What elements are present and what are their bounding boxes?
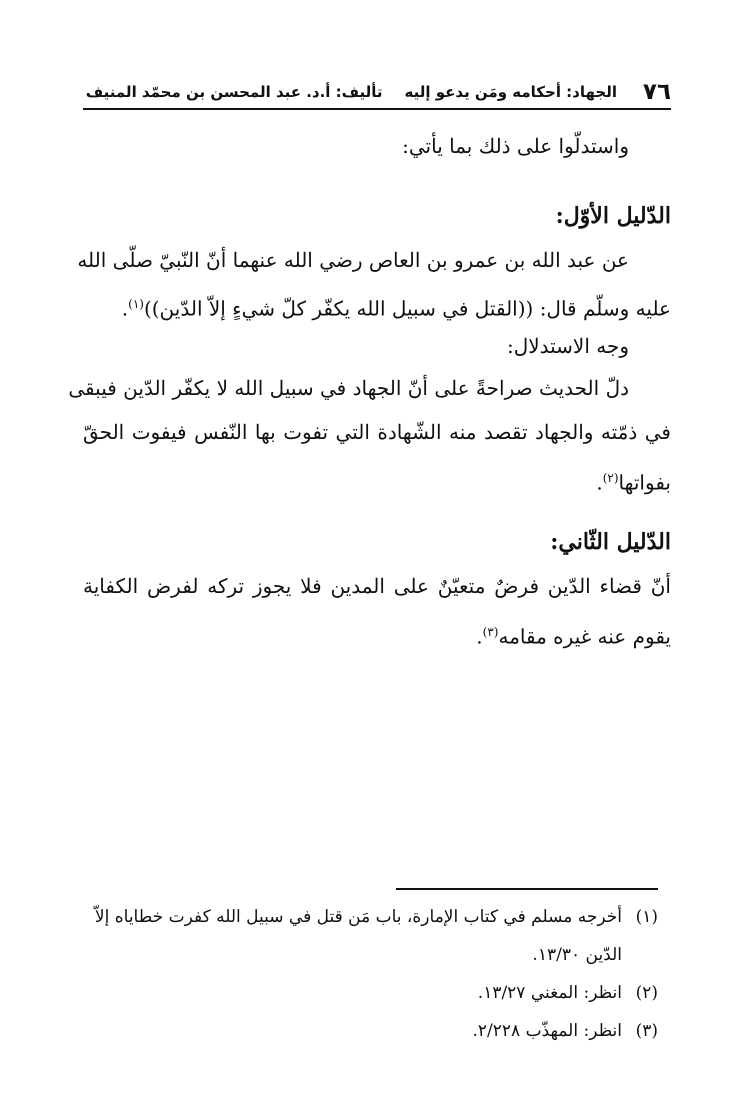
intro-sentence: واستدلّوا على ذلك بما يأتي: bbox=[402, 134, 629, 158]
footnote-ref-2: (٢) bbox=[602, 471, 619, 485]
hadith-text: عليه وسلّم قال: ((القتل في سبيل الله يكفّر كلّ شيءٍ إلاّ الدّين)) bbox=[143, 296, 671, 321]
hadith-end: . bbox=[121, 296, 129, 321]
evidence-two-end: . bbox=[476, 624, 483, 649]
footnote-1-number: (١) bbox=[635, 907, 658, 927]
footnote-3 bbox=[80, 1012, 658, 1050]
inference-label: وجه الاستدلال: bbox=[506, 334, 629, 358]
evidence-one-heading: الدّليل الأوّل: bbox=[555, 203, 671, 229]
evidence-two-heading: الدّليل الثّاني: bbox=[550, 529, 671, 555]
inference-line-3 bbox=[596, 458, 671, 503]
hadith-line-2 bbox=[122, 284, 671, 329]
running-header bbox=[83, 78, 671, 110]
inference-line-1: دلّ الحديث صراحةً على أنّ الجهاد في سبيل الله لا يكفّر الدّين فيبقى bbox=[68, 376, 629, 400]
inference-end: . bbox=[596, 470, 603, 495]
footnote-separator bbox=[396, 888, 658, 890]
inference-line-2: في ذمّته والجهاد تقصد منه الشّهادة التي تفوت بها النّفس فيفوت الحقّ bbox=[83, 420, 671, 444]
footnote-1 bbox=[80, 898, 658, 936]
hadith-line-1: عن عبد الله بن عمرو بن العاص رضي الله عنهما أنّ النّبيّ صلّى الله bbox=[77, 248, 629, 272]
book-author: تأليف: أ.د. عبد المحسن بن محمّد المنيف bbox=[85, 83, 383, 101]
page-number: ٧٦ bbox=[642, 79, 671, 105]
book-title: الجهاد: أحكامه ومَن يدعو إليه bbox=[404, 83, 617, 101]
footnote-2 bbox=[80, 974, 658, 1012]
footnote-3-number: (٣) bbox=[635, 1021, 658, 1041]
footnote-1-text: أخرجه مسلم في كتاب الإمارة، باب مَن قتل في سبيل الله كفرت خطاياه إلاّ bbox=[94, 907, 622, 927]
header-titles bbox=[86, 81, 617, 103]
footnote-3-text: انظر: المهذّب ٢/٢٢٨. bbox=[472, 1021, 622, 1041]
footnotes bbox=[80, 898, 658, 1050]
inference-text-end: بفواتها bbox=[618, 470, 671, 495]
evidence-two-text-end: يقوم عنه غيره مقامه bbox=[498, 624, 671, 649]
footnote-2-number: (٢) bbox=[635, 983, 658, 1003]
footnote-1-continuation: الدّين ١٣/٣٠. bbox=[532, 945, 622, 965]
evidence-two-line-1: أنّ قضاء الدّين فرضٌ متعيّنٌ على المدين فلا يجوز تركه لفرض الكفاية bbox=[83, 574, 671, 598]
footnote-2-text: انظر: المغني ١٣/٢٧. bbox=[477, 983, 622, 1003]
evidence-two-line-2 bbox=[476, 612, 671, 657]
footnote-ref-3: (٣) bbox=[482, 625, 499, 639]
footnote-ref-1: (١) bbox=[128, 297, 144, 311]
